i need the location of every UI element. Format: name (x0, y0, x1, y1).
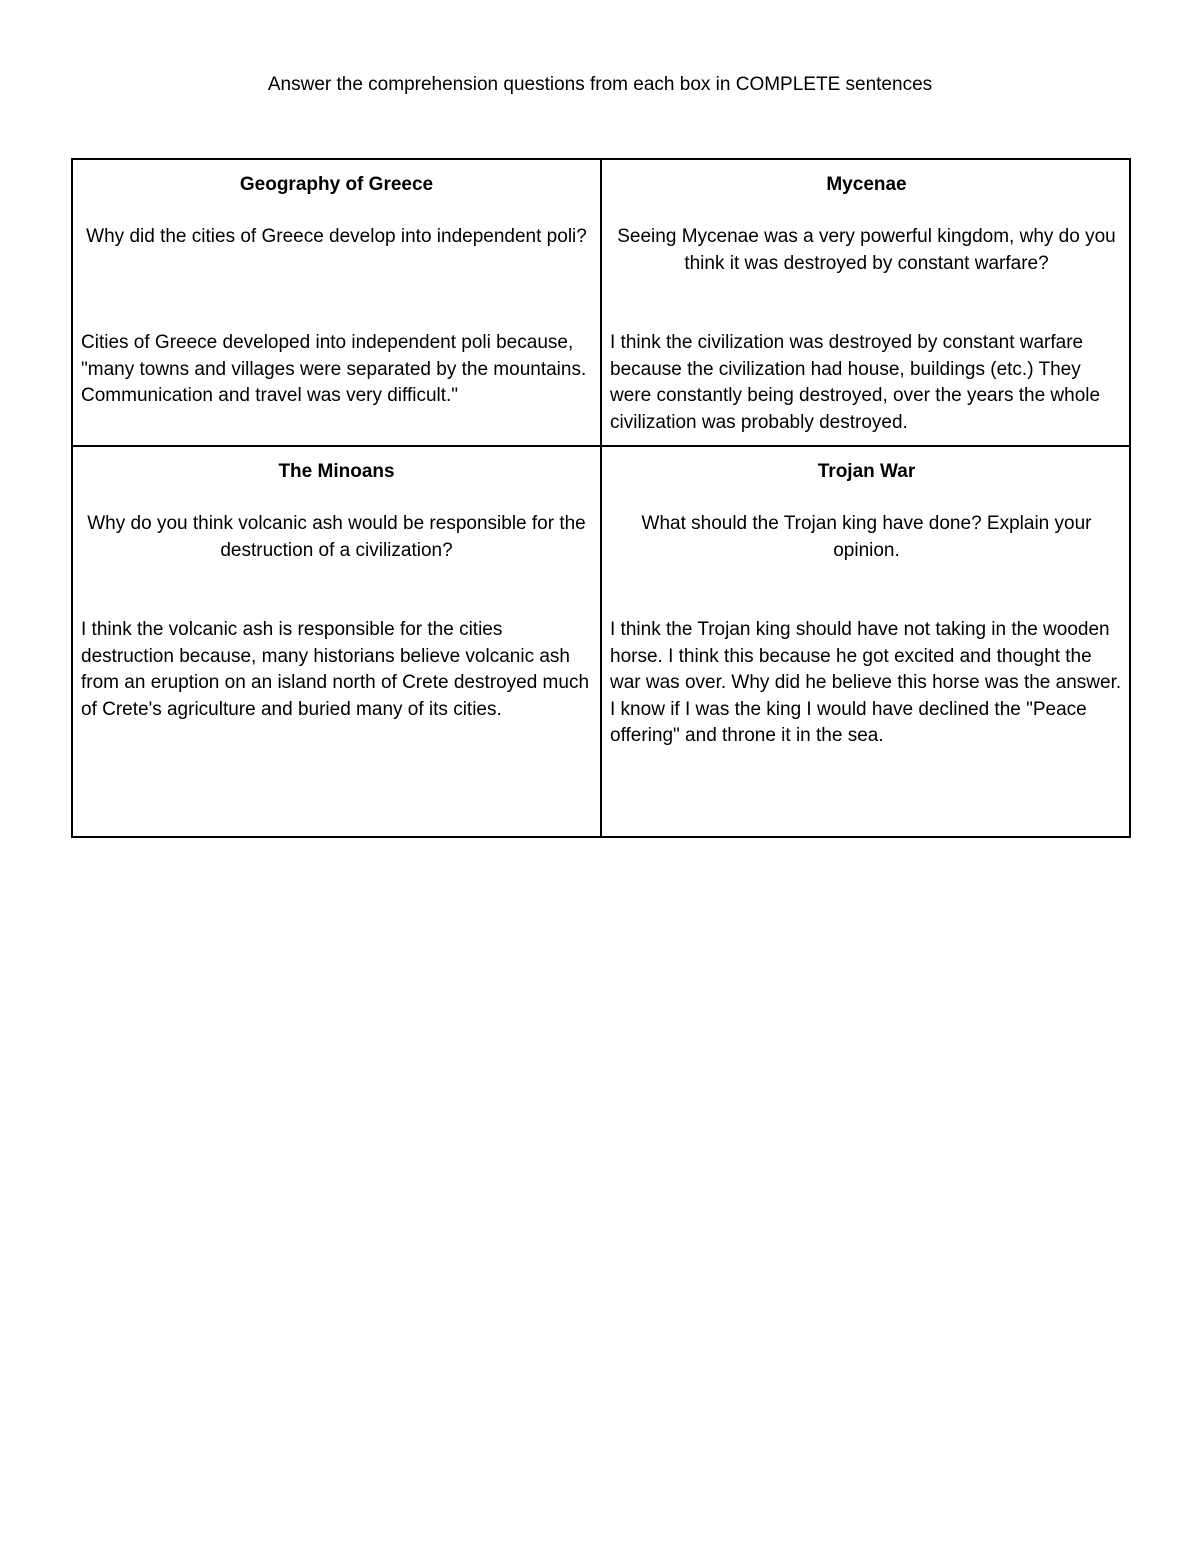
box-answer: Cities of Greece developed into independent poli because, "many towns and villages were separated by the mountains. Communication and travel was very difficult." (81, 332, 587, 406)
box-title: Trojan War (817, 461, 916, 482)
box-trojan-war (602, 447, 1131, 838)
box-answer: I think the civilization was destroyed by constant warfare because the civilization had house, buildings (etc.) They were constantly being destroyed, over the years the whole civilization was probably destroyed. (610, 332, 1101, 433)
box-title: Geography of Greece (239, 174, 434, 195)
question-grid (71, 158, 1131, 838)
box-title: Mycenae (826, 174, 907, 195)
box-answer: I think the volcanic ash is responsible for the cities destruction because, many historians believe volcanic ash from an eruption on an island north of Crete destroyed much of Crete's agriculture and buried many of its cities. (81, 619, 590, 720)
box-question: What should the Trojan king have done? Explain your opinion. (641, 513, 1092, 561)
box-question: Why did the cities of Greece develop into independent poli? (86, 226, 587, 247)
box-the-minoans (73, 447, 602, 838)
box-geography-of-greece (73, 160, 602, 447)
box-answer: I think the Trojan king should have not taking in the wooden horse. I think this because he got excited and thought the war was over. Why did he believe this horse was the answer. I know if I was the king I would have declined the "Peace offering" and throne it in the sea. (610, 619, 1122, 746)
box-question: Seeing Mycenae was a very powerful kingdom, why do you think it was destroyed by constant warfare? (617, 226, 1116, 274)
box-title: The Minoans (278, 461, 395, 482)
box-question: Why do you think volcanic ash would be responsible for the destruction of a civilization? (87, 513, 586, 561)
box-mycenae (602, 160, 1131, 447)
page-instructions: Answer the comprehension questions from each box in COMPLETE sentences (267, 74, 933, 95)
